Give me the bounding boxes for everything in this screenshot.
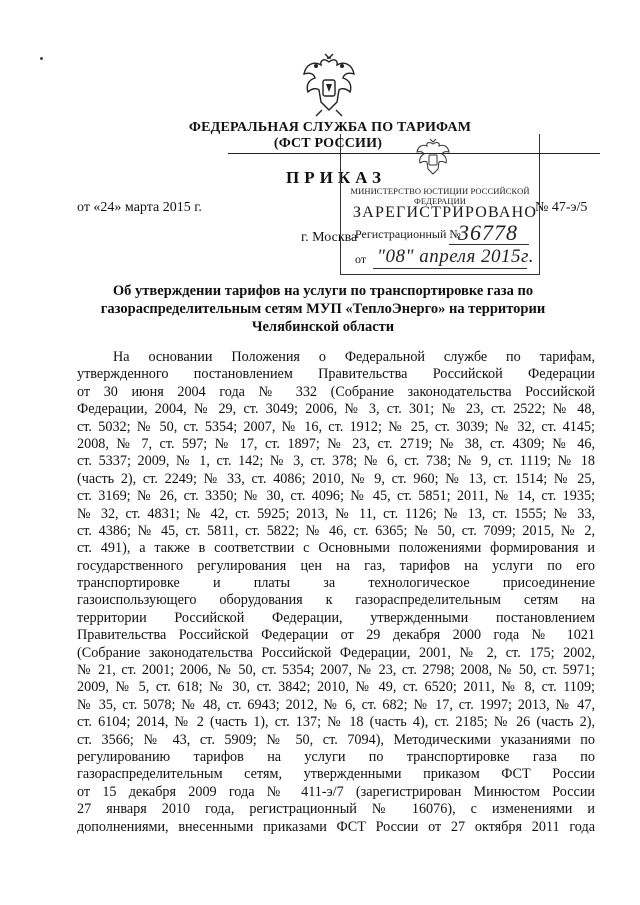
body-line: 2008, № 7, ст. 597; № 17, ст. 1897; № 23, ст. 2719; № 38, ст. 4309; № 46, xyxy=(77,435,595,452)
body-line: ст. 5032; № 50, ст. 5354; 2007, № 16, ст. 1912; № 25, ст. 3039; № 32, ст. 4145; xyxy=(77,418,595,435)
order-date: от «24» марта 2015 г. xyxy=(77,200,202,215)
stamp-regnum-label: Регистрационный № xyxy=(355,227,461,241)
order-city: г. Москва xyxy=(301,230,358,245)
body-line: 27 января 2010 года, регистрационный № 16076), с изменениями и xyxy=(77,801,595,818)
body-line: 2009, № 5, ст. 618; № 30, ст. 3842; 2010, № 49, ст. 6520; 2011, № 8, ст. 1109; xyxy=(77,679,595,696)
stamp-regnum-underline xyxy=(449,244,529,245)
scan-speck xyxy=(40,57,43,60)
body-line: утвержденного постановлением Правительства Российской Федерации xyxy=(77,366,595,383)
order-number: № 47-э/5 xyxy=(535,200,588,215)
stamp-date-underline xyxy=(373,268,527,269)
subject-line: газораспределительным сетям МУП «ТеплоЭнерго» на территории xyxy=(100,301,546,317)
body-line: ст. 5337; 2009, № 1, ст. 142; № 3, ст. 378; № 6, ст. 738; № 9, ст. 1119; № 18 xyxy=(77,453,595,470)
body-line: № 21, ст. 2001; 2006, № 50, ст. 5354; 2007, № 23, ст. 2798; 2008, № 50, ст. 5971; xyxy=(77,662,595,679)
body-line: (Собрание законодательства Российской Федерации, 2001, № 2, ст. 175; 2002, xyxy=(77,644,595,661)
coat-of-arms-icon xyxy=(300,52,358,120)
body-line: ст. 6104; 2014, № 2 (часть 1), ст. 137; № 18 (часть 4), ст. 2185; № 26 (часть 2), xyxy=(77,714,595,731)
body-line: Правительства Российской Федерации от 29 декабря 2000 года № 1021 xyxy=(77,627,595,644)
stamp-regnum-value: 36778 xyxy=(458,220,518,245)
body-line: ст. 4386; № 45, ст. 5811, ст. 5822; № 46, ст. 6365; № 50, ст. 7099; 2015, № 2, xyxy=(77,522,595,539)
stamp-date-label: от xyxy=(355,252,367,266)
body-line: от 15 декабря 2009 года № 411-э/7 (зарегистрирован Минюстом России xyxy=(77,783,595,800)
body-line: ст. 491), а также в соответствии с Основными положениями формирования и xyxy=(77,540,595,557)
body-line: транспортировке и платы за технологическое присоединение xyxy=(77,575,595,592)
registration-stamp xyxy=(340,134,540,275)
body-line: государственного регулирования цен на газ, тарифов на услуги по его xyxy=(77,557,595,574)
body-line: от 30 июня 2004 года № 332 (Собрание законодательства Российской xyxy=(77,383,595,400)
body-line: ст. 3169; № 26, ст. 3350; № 30, ст. 4096; № 45, ст. 5851; 2011, № 14, ст. 1935; xyxy=(77,488,595,505)
body-line: территории Российской Федерации, утвержденными постановлением xyxy=(77,609,595,626)
subject-line: Челябинской области xyxy=(251,319,395,335)
body-line: регулированию тарифов на услуги по транспортировке газа по xyxy=(77,748,595,765)
document-type-title: ПРИКАЗ xyxy=(286,168,386,187)
subject-line: Об утверждении тарифов на услуги по транспортировке газа по xyxy=(112,283,534,299)
body-line: На основании Положения о Федеральной службе по тарифам, xyxy=(113,349,595,365)
document-subject xyxy=(90,282,556,336)
stamp-ministry-name: МИНИСТЕРСТВО ЮСТИЦИИ РОССИЙСКОЙ ФЕДЕРАЦИИ xyxy=(350,186,530,206)
agency-abbreviation: (ФСТ РОССИИ) xyxy=(273,136,383,151)
body-line: газораспределительным сетям, утвержденными приказом ФСТ России xyxy=(77,766,595,783)
body-line: дополнениями, внесенными приказами ФСТ России от 27 октября 2011 года xyxy=(77,818,595,835)
stamp-date-value: "08" апреля 2015г. xyxy=(377,246,534,267)
stamp-registered-label: ЗАРЕГИСТРИРОВАНО xyxy=(353,204,538,221)
body-line: ст. 3566; № 43, ст. 5909; № 50, ст. 7094), Методическими указаниями по xyxy=(77,731,595,748)
body-line: № 32, ст. 4831; № 42, ст. 5925; 2013, № 11, ст. 1126; № 13, ст. 1555; № 33, xyxy=(77,505,595,522)
agency-name: ФЕДЕРАЛЬНАЯ СЛУЖБА ПО ТАРИФАМ xyxy=(188,120,472,135)
body-line: (часть 2), ст. 2249; № 33, ст. 4086; 2010, № 9, ст. 960; № 13, ст. 1514; № 25, xyxy=(77,470,595,487)
document-body xyxy=(77,349,595,836)
body-line: Федерации, 2004, № 29, ст. 3049; 2006, № 3, ст. 301; № 23, ст. 2522; № 48, xyxy=(77,401,595,418)
body-line: № 35, ст. 5078; № 48, ст. 6943; 2012, № 6, ст. 682; № 17, ст. 1997; 2013, № 47, xyxy=(77,696,595,713)
body-line: газоиспользующего оборудования к газораспределительным сетям на xyxy=(77,592,595,609)
stamp-emblem-icon xyxy=(415,138,451,180)
